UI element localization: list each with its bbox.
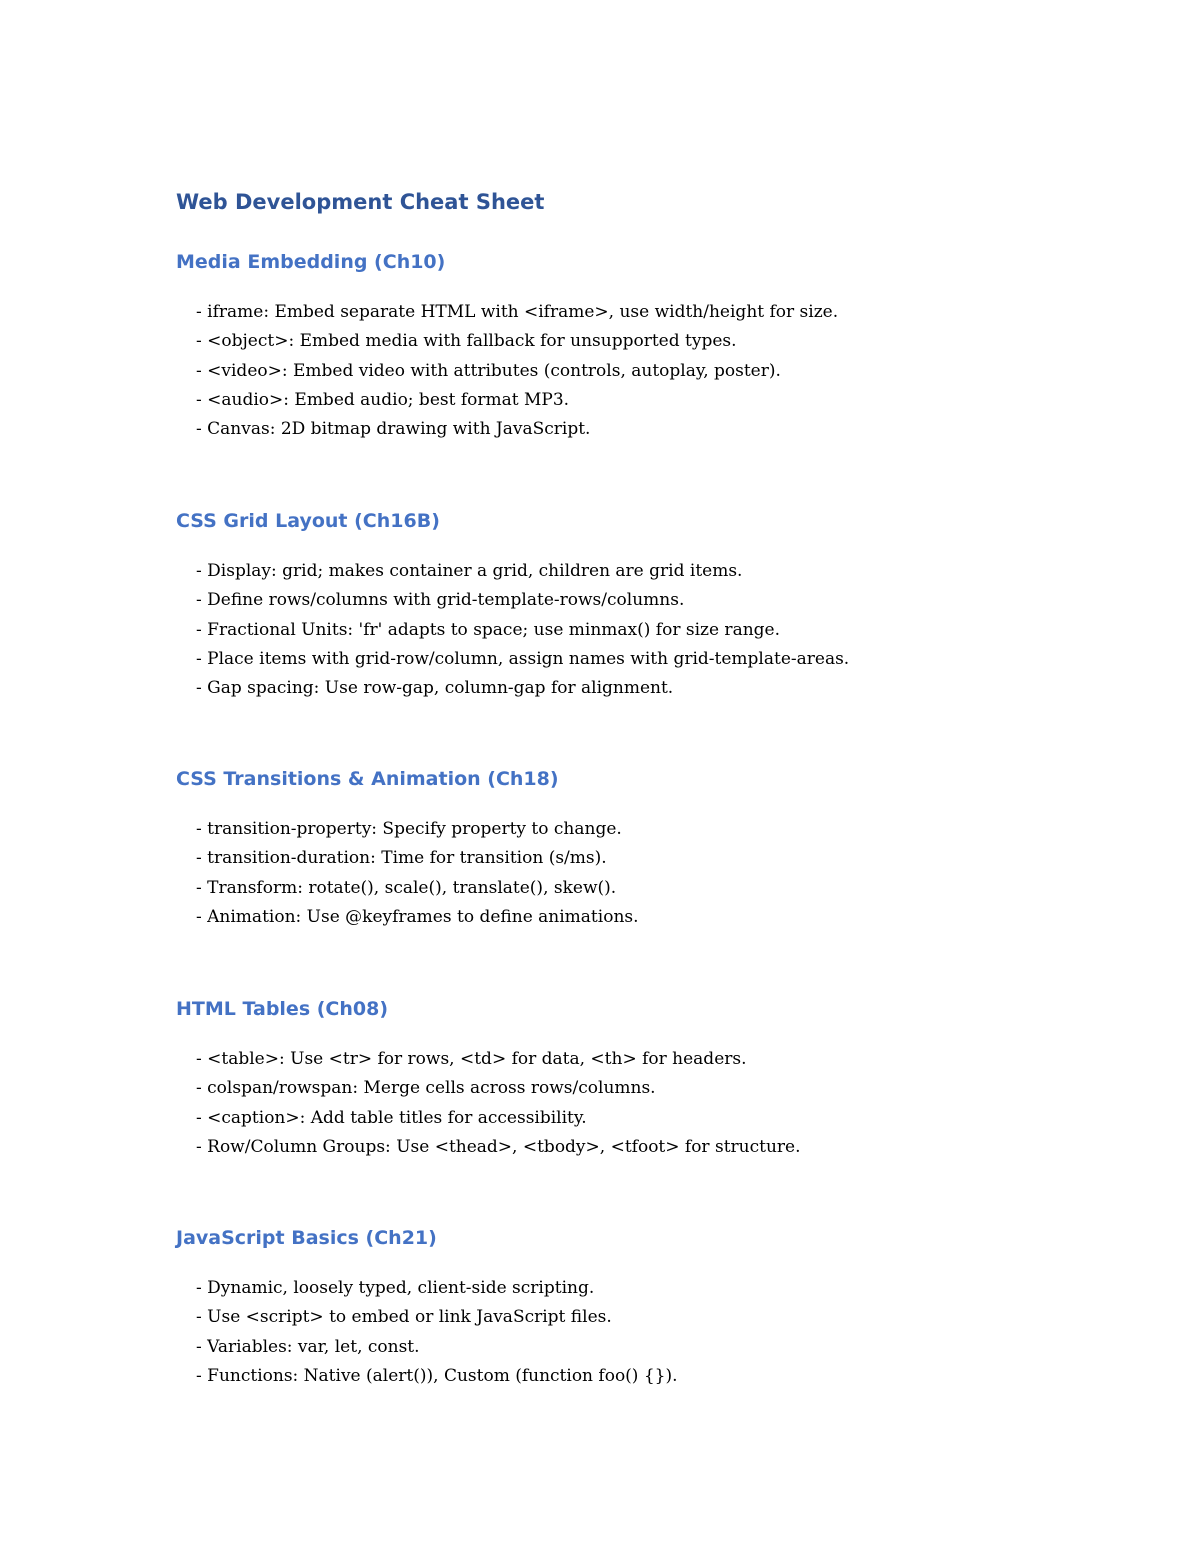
list-item: - Use <script> to embed or link JavaScript files. — [196, 1307, 612, 1328]
list-item: - Row/Column Groups: Use <thead>, <tbody>, <tfoot> for structure. — [196, 1136, 801, 1157]
list-item: - iframe: Embed separate HTML with <iframe>, use width/height for size. — [196, 302, 839, 322]
section-heading: JavaScript Basics (Ch21) — [176, 1227, 437, 1249]
list-item: - Animation: Use @keyframes to define animations. — [196, 906, 639, 927]
list-item: - Place items with grid-row/column, assign names with grid-template-areas. — [196, 648, 850, 669]
section-css-transitions — [176, 765, 1156, 927]
list-item: - Canvas: 2D bitmap drawing with JavaScript. — [196, 419, 591, 440]
list-item: - <video>: Embed video with attributes (controls, autoplay, poster). — [196, 360, 781, 381]
list-item: - Display: grid; makes container a grid, children are grid items. — [196, 561, 743, 581]
list-item: - <object>: Embed media with fallback for unsupported types. — [196, 331, 737, 352]
section-media-embedding — [176, 248, 1156, 440]
list-item: - Gap spacing: Use row-gap, column-gap for alignment. — [196, 678, 674, 699]
document-title: Web Development Cheat Sheet — [176, 190, 545, 214]
bullet-list — [196, 298, 838, 444]
bullet-list — [196, 1274, 678, 1391]
list-item: - transition-property: Specify property to change. — [196, 819, 622, 839]
section-heading: Media Embedding (Ch10) — [176, 251, 446, 273]
list-item: - <caption>: Add table titles for accessibility. — [196, 1107, 587, 1128]
section-javascript-basics — [176, 1224, 1156, 1386]
section-heading: CSS Grid Layout (Ch16B) — [176, 510, 440, 532]
section-heading: HTML Tables (Ch08) — [176, 998, 389, 1020]
section-heading: CSS Transitions & Animation (Ch18) — [176, 768, 559, 790]
list-item: - colspan/rowspan: Merge cells across rows/columns. — [196, 1078, 656, 1099]
section-css-grid-layout — [176, 507, 1156, 699]
list-item: - transition-duration: Time for transition (s/ms). — [196, 848, 607, 869]
list-item: - Functions: Native (alert()), Custom (function foo() {}). — [196, 1365, 678, 1386]
bullet-list — [196, 815, 639, 932]
list-item: - Define rows/columns with grid-template-rows/columns. — [196, 590, 685, 611]
list-item: - <table>: Use <tr> for rows, <td> for data, <th> for headers. — [196, 1049, 747, 1069]
list-item: - Transform: rotate(), scale(), translate(), skew(). — [196, 877, 617, 898]
list-item: - Fractional Units: 'fr' adapts to space; use minmax() for size range. — [196, 619, 780, 640]
list-item: - Variables: var, let, const. — [196, 1336, 420, 1357]
bullet-list — [196, 557, 849, 703]
bullet-list — [196, 1045, 801, 1162]
section-html-tables — [176, 995, 1156, 1157]
list-item: - Dynamic, loosely typed, client-side scripting. — [196, 1278, 595, 1298]
list-item: - <audio>: Embed audio; best format MP3. — [196, 389, 570, 410]
